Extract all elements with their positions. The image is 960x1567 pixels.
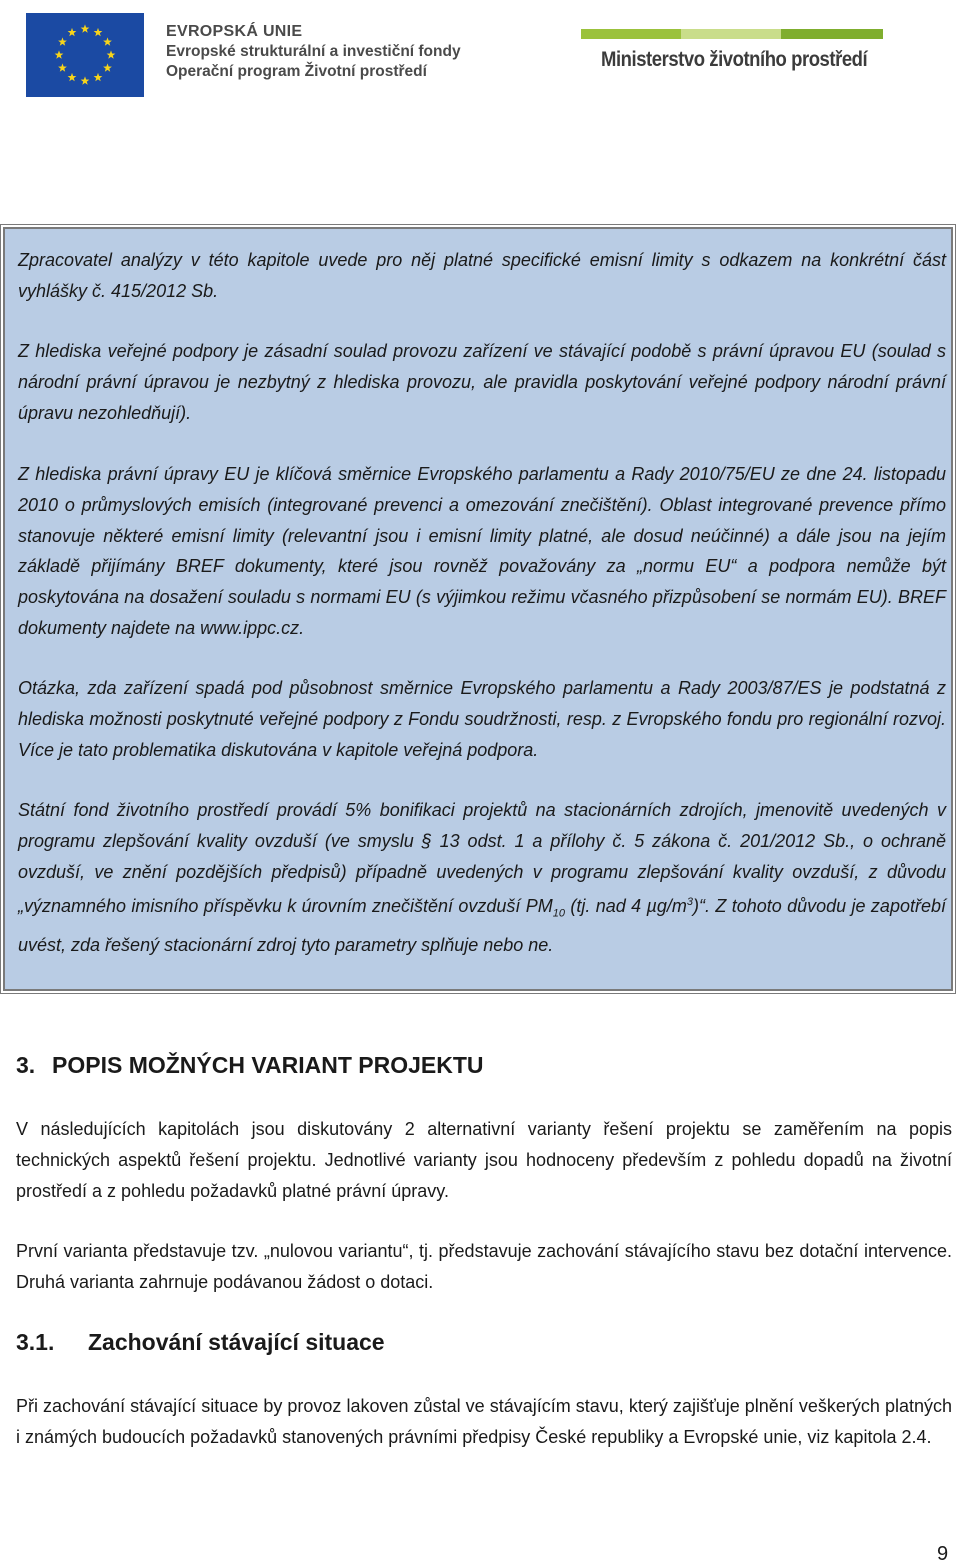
info-paragraph-2: Z hlediska veřejné podpory je zásadní soulad provozu zařízení ve stávající podobě s právní úpravou EU (soulad s národní právní úpravou je nezbytný z hlediska provozu, ale pravidla poskytování veřejné podpory národní právní úpravu nezohledňují). (18, 341, 946, 423)
ministry-logo-text: Ministerstvo životního prostředí (601, 48, 868, 71)
info-paragraph-5a: Státní fond životního prostředí provádí 5% bonifikaci projektů na stacionárních zdrojích, jmenovitě uvedených v programu zlepšování kvality ovzduší (ve smyslu § 13 odst. 1 a přílohy č. 5 zákona č. 201/2012 Sb., o ochraně ovzduší, ve znění pozdějších předpisů) případně uvedených v programu zlepšování kvality ovzduší, z důvodu „významného imisního příspěvku k úrovním znečištění ovzduší PM (18, 800, 946, 917)
eu-star-icon (94, 73, 103, 81)
eu-star-icon (103, 37, 112, 45)
eu-line2: Evropské strukturální a investiční fondy (166, 43, 461, 60)
section-3-heading (16, 1052, 484, 1079)
info-paragraph-4: Otázka, zda zařízení spadá pod působnost směrnice Evropského parlamentu a Rady 2003/87/ES je podstatná z hlediska možnosti poskytnuté veřejné podpory z Fondu soudržnosti, resp. z Evropského fondu pro regionální rozvoj. Více je tato problematika diskutována v kapitole veřejná podpora. (18, 678, 946, 760)
section-3-1-paragraph-1: Při zachování stávající situace by provoz lakoven zůstal ve stávajícím stavu, který zajišťuje plnění veškerých platných i známých budoucích požadavků stanovených právními předpisy České republiky a Evropské unie, viz kapitola 2.4. (16, 1396, 952, 1447)
eu-star-icon (81, 24, 90, 32)
eu-logo-text (166, 22, 486, 82)
eu-star-icon (68, 28, 77, 36)
eu-star-icon (68, 73, 77, 81)
info-paragraph-5 (18, 795, 946, 961)
info-paragraph-3: Z hlediska právní úpravy EU je klíčová směrnice Evropského parlamentu a Rady 2010/75/EU ze dne 24. listopadu 2010 o průmyslových emisích (integrované prevenci a omezování znečištění). Oblast integrované prevence přímo stanovuje některé emisní limity (relevantní jsou i emisní limity platné, ale dosud neúčinné) a dále jsou na jejím základě přijímány BREF dokumenty, které jsou rovněž považovány za „normu EU“ a podpora nemůže být poskytována na dosažení souladu s normami EU (s výjimkou režimu včasného přizpůsobení se normám EU). BREF dokumenty najdete na www.ippc.cz. (18, 464, 946, 638)
section-3-title: POPIS MOŽNÝCH VARIANT PROJEKTU (52, 1052, 484, 1078)
info-box (3, 227, 953, 991)
section-3-paragraph-1: V následujících kapitolách jsou diskutovány 2 alternativní varianty řešení projektu se zaměřením na popis technických aspektů řešení projektu. Jednotlivé varianty jsou hodnoceny především z pohledu dopadů na životní prostředí a z pohledu požadavků platné právní úpravy. (16, 1119, 952, 1201)
page-number: 9 (937, 1543, 949, 1565)
section-3-1-heading (16, 1329, 385, 1356)
eu-line1: EVROPSKÁ UNIE (166, 23, 303, 40)
eu-flag-logo (26, 13, 144, 97)
section-3-paragraph-2: První varianta představuje tzv. „nulovou variantu“, tj. představuje zachování stávajícího stavu bez dotační intervence. Druhá varianta zahrnuje podávanou žádost o dotaci. (16, 1241, 952, 1292)
eu-star-icon (55, 50, 64, 58)
eu-star-icon (81, 76, 90, 84)
eu-star-icon (107, 50, 116, 58)
section-3-1-number: 3.1. (16, 1329, 55, 1355)
info-paragraph-5b: (tj. nad 4 µg/m (565, 896, 687, 917)
info-paragraph-5c: )“. Z tohoto důvodu je zapotřebí uvést, zda řešený stacionární zdroj tyto parametry splňuje nebo ne. (18, 896, 946, 955)
unit-superscript: 3 (686, 896, 694, 909)
eu-line3: Operační program Životní prostředí (166, 63, 427, 80)
eu-stars-icon (26, 13, 144, 97)
ministry-logo-bar (581, 29, 883, 39)
section-3-1-title: Zachování stávající situace (88, 1329, 385, 1355)
section-3-number: 3. (16, 1052, 36, 1078)
eu-star-icon (58, 63, 67, 71)
eu-star-icon (103, 63, 112, 71)
info-paragraph-1: Zpracovatel analýzy v této kapitole uvede pro něj platné specifické emisní limity s odkazem na konkrétní část vyhlášky č. 415/2012 Sb. (18, 250, 946, 301)
eu-star-icon (58, 37, 67, 45)
eu-star-icon (94, 28, 103, 36)
pm-subscript: 10 (552, 907, 566, 920)
